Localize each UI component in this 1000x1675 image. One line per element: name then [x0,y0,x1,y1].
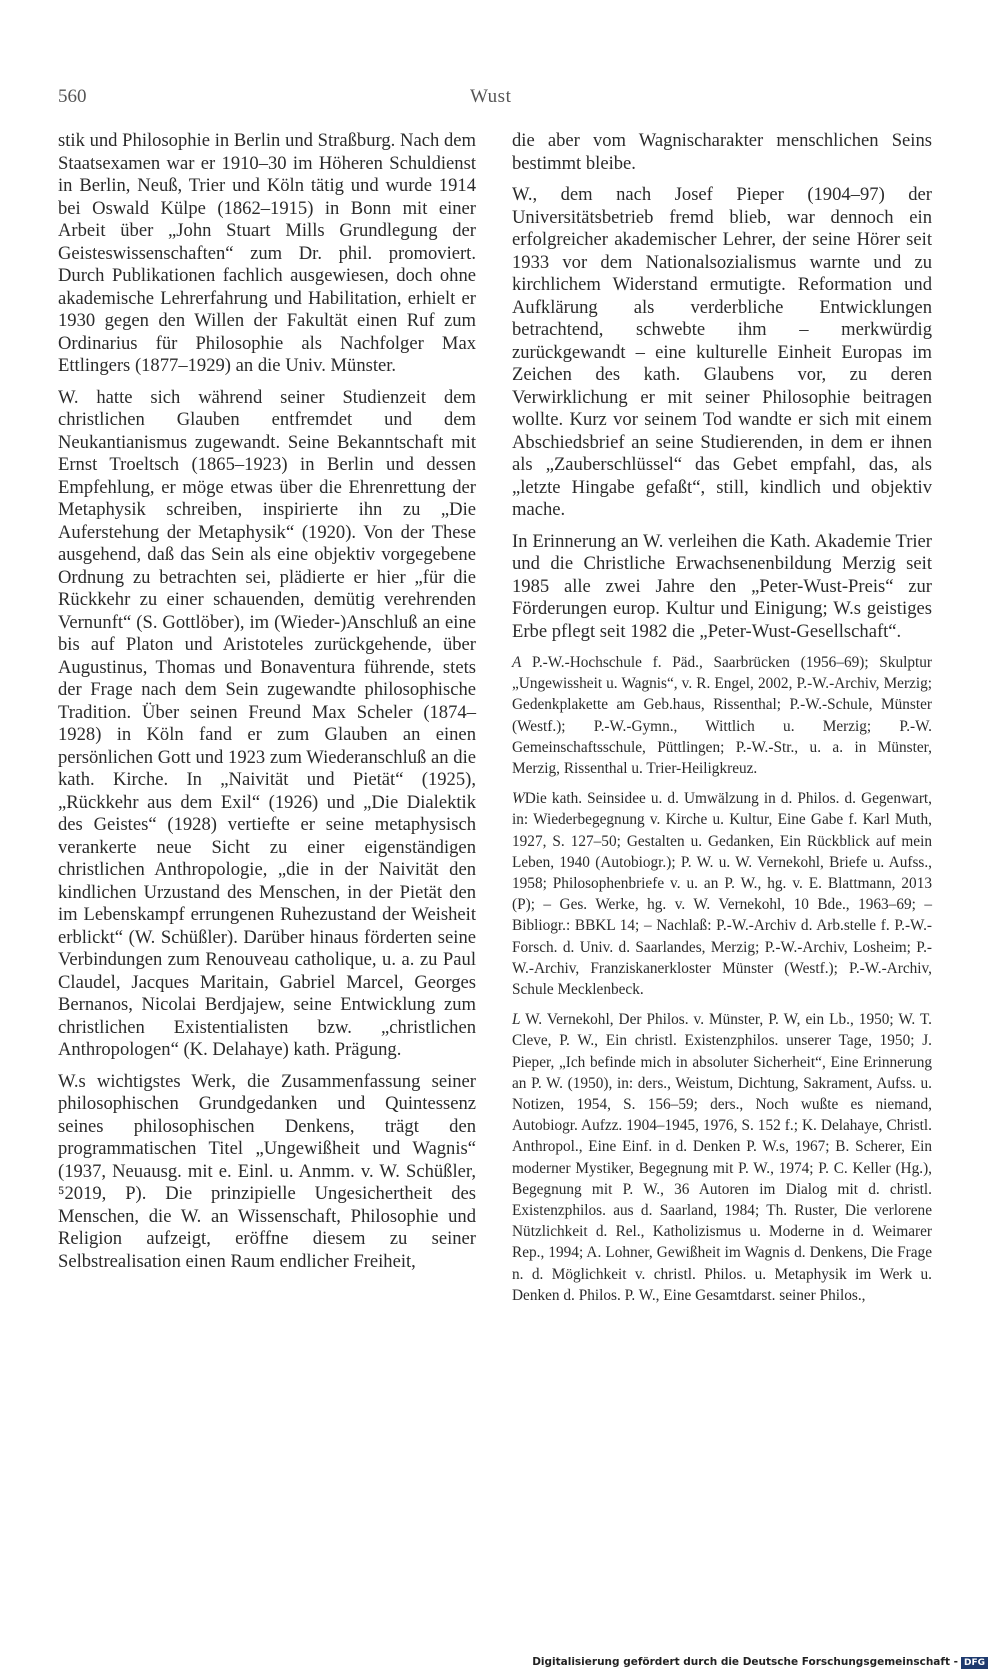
right-column [512,130,932,1315]
paragraph-teacher: W., dem nach Josef Pieper (1904–97) der Universitätsbetrieb fremd blieb, war dennoch ein erfolgreicher akademischer Lehrer, der seine Hörer seit 1933 vor dem Nationalsozialismus warnte und zu kirchlichem Widerstand ermutigte. Reformation und Aufklärung als verderbliche Entwicklungen betrachtend, schwebte ihm – merkwürdig zurückgewandt – eine kulturelle Einheit Europas im Zeichen des kath. Glaubens vor, zu deren Verwirklichung er mit seiner Philosophie beitragen wollte. Kurz vor seinem Tod wandte er sich mit einem Abschiedsbrief an seine Studierenden, in dem er ihnen als „Zauberschlüssel“ das Gebet empfahl, das, als „letzte Hingabe gefaßt“, still, kindlich und objektiv mache. [512,184,932,520]
works-text: Die kath. Seinsidee u. d. Umwälzung in d. Philos. d. Gegenwart, in: Wiederbegegnung v. Kirche u. Kultur, Eine Gabe f. Karl Muth, 1927, S. 127–50; Gestalten u. Gedanken, Ein Rückblick auf mein Leben, 1940 (Autobiogr.); P. W. u. W. Vernekohl, Briefe u. Aufss., 1958; Philosophenbriefe v. u. an P. W., hg. v. E. Blattmann, 2013 (P); – Ges. Werke, hg. v. W. Vernekohl, 10 Bde., 1963–69; – Bibliogr.: BBKL 14; – Nachlaß: P.-W.-Archiv d. Arb.stelle f. P.-W.-Forsch. d. Univ. d. Saarlandes, Merzig; P.-W.-Archiv, Losheim; P.-W.-Archiv, Franziskanerkloster Münster (Westf.); P.-W.-Archiv, Schule Mecklenbeck. [512,790,932,999]
section-a-memorials [512,652,932,779]
section-l-literature [512,1009,932,1306]
paragraph-continuation: die aber vom Wagnischarakter menschlichen Seins bestimmt bleibe. [512,130,932,174]
sigil-a: A [512,654,522,671]
dfg-logo: DFG [961,1657,988,1669]
literature-text: W. Vernekohl, Der Philos. v. Münster, P. W, ein Lb., 1950; W. T. Cleve, P. W., Ein christl. Existenzphilos. unserer Tage, 1950; J. Pieper, „Ich befinde mich in absoluter Sicherheit“, Eine Erinnerung an P. W. (1950), in: ders., Weistum, Dichtung, Sakrament, Aufss. u. Notizen, 1954, S. 156–59; ders., Noch wußte es niemand, Autobiogr. Aufzz. 1904–1945, 1976, S. 152 f.; K. Delahaye, Christl. Anthropol., Eine Einf. in d. Denken P. W.s, 1967; B. Scherer, Ein moderner Mystiker, Begegnung mit P. W., 1974; P. C. Keller (Hg.), Begegnung mit P. W., 36 Autoren im Dialog mit d. christl. Existenzphilos. aus d. Saarland, 1984; Th. Ruster, Die verlorene Nützlichkeit d. Rel., Katholizismus u. Moderne in d. Weimarer Rep., 1994; A. Lohner, Gewißheit im Wagnis d. Denkens, Die Frage n. d. Möglichkeit v. christl. Philos. u. Metaphysik im Werk u. Denken d. Philos. P. W., Eine Gesamtdarst. seiner Philos., [512,1011,932,1304]
paragraph-philosophy: W. hatte sich während seiner Studienzeit dem christlichen Glauben entfremdet und dem Neukantianismus zugewandt. Seine Bekanntschaft mit Ernst Troeltsch (1865–1923) in Berlin und dessen Empfehlung, er möge etwas über die Ehrenrettung der Metaphysik schreiben, inspirierte ihn zu „Die Auferstehung der Metaphysik“ (1920). Von der These ausgehend, daß das Sein als eine objektiv vorgegebene Ordnung zu betrachten sei, plädierte er hier „für die Rückkehr zu einer schauenden, demütig verehrenden Vernunft“ (S. Gottlöber), im (Wieder-)Anschluß an eine bis auf Platon und Aristoteles zurückgehende, über Augustinus, Thomas und Bonaventura führende, stets der Frage nach dem Sein zugewandte philosophische Tradition. Über seinen Freund Max Scheler (1874–1928) in Köln fand er zum Glauben an einen persönlichen Gott und 1923 zum Wiederanschluß an die kath. Kirche. In „Naivität und Pietät“ (1925), „Rückkehr aus dem Exil“ (1926) und „Die Dialektik des Geistes“ (1928) vertiefte er seine metaphysisch verankerte neue Sicht zu einer eigenständigen christlichen Anthropologie, „die in der Naivität den kindlichen Urzustand des Menschen, in der Pietät den im Lebenskampf errungenen Ruhezustand der Weisheit erblickt“ (W. Schüßler). Darüber hinaus förderten seine Verbindungen zum Renouveau catholique, u. a. zu Paul Claudel, Jacques Maritain, Gabriel Marcel, Georges Bernanos, Nicolai Berdjajew, seine Entwicklung zum christlichen Existentialisten bzw. „christlichen Anthropologen“ (K. Delahaye) kath. Prägung. [58,386,476,1060]
memorials-text: P.-W.-Hochschule f. Päd., Saarbrücken (1956–69); Skulptur „Ungewissheit u. Wagnis“, v. R. Engel, 2002, P.-W.-Archiv, Merzig; Gedenkplakette am Geb.haus, Rissenthal; P.-W.-Schule, Münster (Westf.); P.-W.-Gymn., Wittlich u. Merzig; P.-W. Gemeinschaftsschule, Püttlingen; P.-W.-Str., u. a. in Münster, Merzig, Rissenthal u. Trier-Heiligkreuz. [512,654,932,778]
sigil-w: W [512,790,525,808]
page-number: 560 [58,86,87,107]
paragraph-career: stik und Philosophie in Berlin und Straßburg. Nach dem Staatsexamen war er 1910–30 im Höheren Schuldienst in Berlin, Neuß, Trier und Köln tätig und wurde 1914 bei Oswald Külpe (1862–1915) in Bonn mit einer Arbeit über „John Stuart Mills Grundlegung der Geisteswissenschaften“ zum Dr. phil. promoviert. Durch Publikationen fachlich ausgewiesen, doch ohne akademische Lehrerfahrung und Habilitation, erhielt er 1930 gegen den Willen der Fakultät einen Ruf zum Ordinarius für Philosophie als Nachfolger Max Ettlingers (1877–1929) an die Univ. Münster. [58,130,476,376]
footer-text: Digitalisierung gefördert durch die Deutsche Forschungsgemeinschaft - [532,1656,958,1668]
paragraph-remembrance: In Erinnerung an W. verleihen die Kath. Akademie Trier und die Christliche Erwachsenenbildung Merzig seit 1985 alle zwei Jahre den „Peter-Wust-Preis“ zur Förderungen europ. Kultur und Einigung; W.s geistiges Erbe pflegt seit 1982 die „Peter-Wust-Gesellschaft“. [512,530,932,642]
digitization-footer [532,1656,988,1669]
sigil-l: L [512,1011,521,1029]
running-head: Wust [470,86,512,107]
paragraph-main-work: W.s wichtigstes Werk, die Zusammenfassung seiner philosophischen Grundgedanken und Quintessenz seines philosophischen Denkens, trägt den programmatischen Titel „Ungewißheit und Wagnis“ (1937, Neuausg. mit e. Einl. u. Anmm. v. W. Schüßler, ⁵2019, P). Die prinzipielle Ungesichertheit des Menschen, die W. an Wissenschaft, Philosophie und Religion aufzeigt, eröffne diesem zu seiner Selbstrealisation einen Raum endlicher Freiheit, [58,1070,476,1272]
left-column [58,130,476,1282]
section-w-works [512,788,932,1000]
